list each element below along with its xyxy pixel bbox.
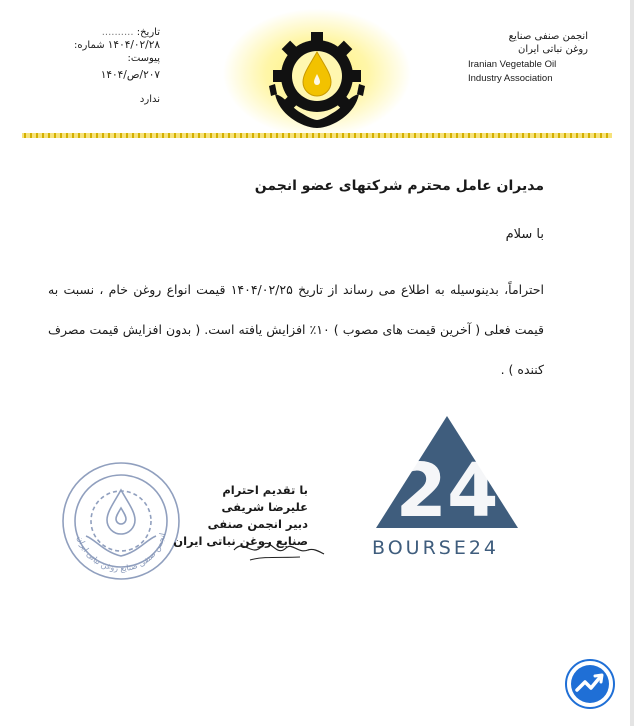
- divider-tick: [258, 133, 260, 138]
- divider-tick: [348, 133, 350, 138]
- divider-tick: [396, 133, 398, 138]
- date-value-row: [40, 39, 160, 52]
- divider-tick: [48, 133, 50, 138]
- divider-tick: [84, 133, 86, 138]
- divider-tick: [42, 133, 44, 138]
- divider-tick: [474, 133, 476, 138]
- divider-tick: [132, 133, 134, 138]
- date-label: تاریخ:: [136, 27, 160, 38]
- divider-tick: [378, 133, 380, 138]
- divider-tick: [408, 133, 410, 138]
- divider-tick: [108, 133, 110, 138]
- date-value: ۱۴۰۴/۰۲/۲۸: [107, 39, 160, 51]
- divider-tick: [234, 133, 236, 138]
- divider-tick: [198, 133, 200, 138]
- divider-tick: [138, 133, 140, 138]
- letter-meta: [40, 26, 160, 106]
- signer-organization: صنایع روغن نباتی ایران: [173, 534, 308, 548]
- attachment-label: پیوست:: [127, 53, 160, 64]
- divider-tick: [282, 133, 284, 138]
- number-value: ۲۰۷/ص/۱۴۰۴: [100, 69, 160, 81]
- divider-tick: [492, 133, 494, 138]
- divider-tick: [360, 133, 362, 138]
- association-stamp: [56, 456, 186, 586]
- divider-tick: [372, 133, 374, 138]
- divider-tick: [324, 133, 326, 138]
- divider-tick: [516, 133, 518, 138]
- divider-tick: [534, 133, 536, 138]
- divider-tick: [228, 133, 230, 138]
- divider-tick: [30, 133, 32, 138]
- divider-tick: [90, 133, 92, 138]
- divider-tick: [570, 133, 572, 138]
- number-label: شماره:: [73, 40, 105, 51]
- divider-tick: [72, 133, 74, 138]
- divider-tick: [468, 133, 470, 138]
- divider-tick: [210, 133, 212, 138]
- divider-tick: [552, 133, 554, 138]
- divider-tick: [246, 133, 248, 138]
- divider-tick: [180, 133, 182, 138]
- divider-tick: [288, 133, 290, 138]
- bourse24-watermark-logo: [372, 412, 522, 530]
- divider-tick: [384, 133, 386, 138]
- divider-tick: [318, 133, 320, 138]
- number-row: [40, 52, 160, 65]
- divider-tick: [420, 133, 422, 138]
- divider-tick: [366, 133, 368, 138]
- association-logo: [255, 24, 379, 136]
- divider-tick: [204, 133, 206, 138]
- letter-greeting: با سلام: [505, 227, 544, 242]
- divider-tick: [36, 133, 38, 138]
- divider-tick: [276, 133, 278, 138]
- divider-tick: [462, 133, 464, 138]
- association-name-en-1: Iranian Vegetable Oil: [468, 59, 557, 70]
- divider-tick: [252, 133, 254, 138]
- divider-tick: [312, 133, 314, 138]
- divider-tick: [480, 133, 482, 138]
- divider-tick: [594, 133, 596, 138]
- divider-tick: [510, 133, 512, 138]
- divider-tick: [438, 133, 440, 138]
- bourse24-watermark-text: BOURSE24: [372, 537, 500, 559]
- divider-tick: [528, 133, 530, 138]
- divider-tick: [522, 133, 524, 138]
- divider-tick: [162, 133, 164, 138]
- divider-tick: [192, 133, 194, 138]
- divider-tick: [498, 133, 500, 138]
- signature-closing: با تقدیم احترام: [222, 483, 308, 497]
- divider-tick: [354, 133, 356, 138]
- divider-tick: [216, 133, 218, 138]
- divider-tick: [426, 133, 428, 138]
- letter-recipient: مدیران عامل محترم شرکتهای عضو انجمن: [254, 178, 544, 194]
- divider-tick: [390, 133, 392, 138]
- divider-tick: [114, 133, 116, 138]
- divider-tick: [486, 133, 488, 138]
- divider-tick: [600, 133, 602, 138]
- divider-tick: [444, 133, 446, 138]
- divider-tick: [402, 133, 404, 138]
- divider-tick: [606, 133, 608, 138]
- divider-tick: [222, 133, 224, 138]
- divider-tick: [66, 133, 68, 138]
- divider-tick: [450, 133, 452, 138]
- divider-tick: [564, 133, 566, 138]
- divider-tick: [582, 133, 584, 138]
- association-name-fa-2: روغن نباتی ایران: [517, 44, 588, 55]
- divider-tick: [126, 133, 128, 138]
- signer-name: علیرضا شریفی: [221, 500, 308, 514]
- divider-tick: [456, 133, 458, 138]
- watermark-logo-text: 24: [395, 448, 499, 530]
- divider-tick: [78, 133, 80, 138]
- divider-tick: [342, 133, 344, 138]
- divider-tick: [168, 133, 170, 138]
- attachment-row: [40, 93, 160, 106]
- divider-tick: [414, 133, 416, 138]
- divider-tick: [156, 133, 158, 138]
- number-value-row: [40, 69, 160, 82]
- divider-tick: [54, 133, 56, 138]
- divider-tick: [558, 133, 560, 138]
- divider-tick: [306, 133, 308, 138]
- association-name-fa-1: انجمن صنفی صنایع: [508, 31, 588, 42]
- divider-tick: [96, 133, 98, 138]
- divider-tick: [540, 133, 542, 138]
- signer-title: دبیر انجمن صنفی: [207, 517, 308, 531]
- stamp-text: انجمن صنفی صنایع روغن نباتی ایران: [75, 532, 168, 574]
- divider-tick: [240, 133, 242, 138]
- association-name-en-2: Industry Association: [468, 73, 553, 84]
- divider-tick: [270, 133, 272, 138]
- divider-tick: [144, 133, 146, 138]
- handwritten-signature: [230, 528, 326, 568]
- divider-tick: [150, 133, 152, 138]
- divider-tick: [588, 133, 590, 138]
- divider-tick: [294, 133, 296, 138]
- bourse24-badge-icon: [565, 659, 615, 709]
- divider-tick: [576, 133, 578, 138]
- divider-tick: [60, 133, 62, 138]
- divider-tick: [300, 133, 302, 138]
- divider-tick: [186, 133, 188, 138]
- divider-tick: [102, 133, 104, 138]
- date-row: [40, 26, 160, 39]
- divider-tick: [330, 133, 332, 138]
- header-divider: [22, 132, 612, 139]
- letter-paragraph: احتراماً، بدینوسیله به اطلاع می رساند از تاریخ ۱۴۰۴/۰۲/۲۵ قیمت انواع روغن خام ، نسبت به قیمت فعلی ( آخرین قیمت های مصوب ) ۱۰٪ افزایش یافته است. ( بدون افزایش قیمت مصرف کننده ) .: [48, 282, 544, 377]
- divider-tick: [264, 133, 266, 138]
- association-name: [468, 30, 588, 84]
- divider-tick: [546, 133, 548, 138]
- divider-tick: [336, 133, 338, 138]
- divider-tick: [174, 133, 176, 138]
- attachment-value: ندارد: [139, 94, 160, 105]
- divider-tick: [504, 133, 506, 138]
- divider-tick: [432, 133, 434, 138]
- date-dots: ..........: [101, 27, 134, 38]
- divider-tick: [24, 133, 26, 138]
- divider-tick: [120, 133, 122, 138]
- page-edge: [630, 0, 634, 726]
